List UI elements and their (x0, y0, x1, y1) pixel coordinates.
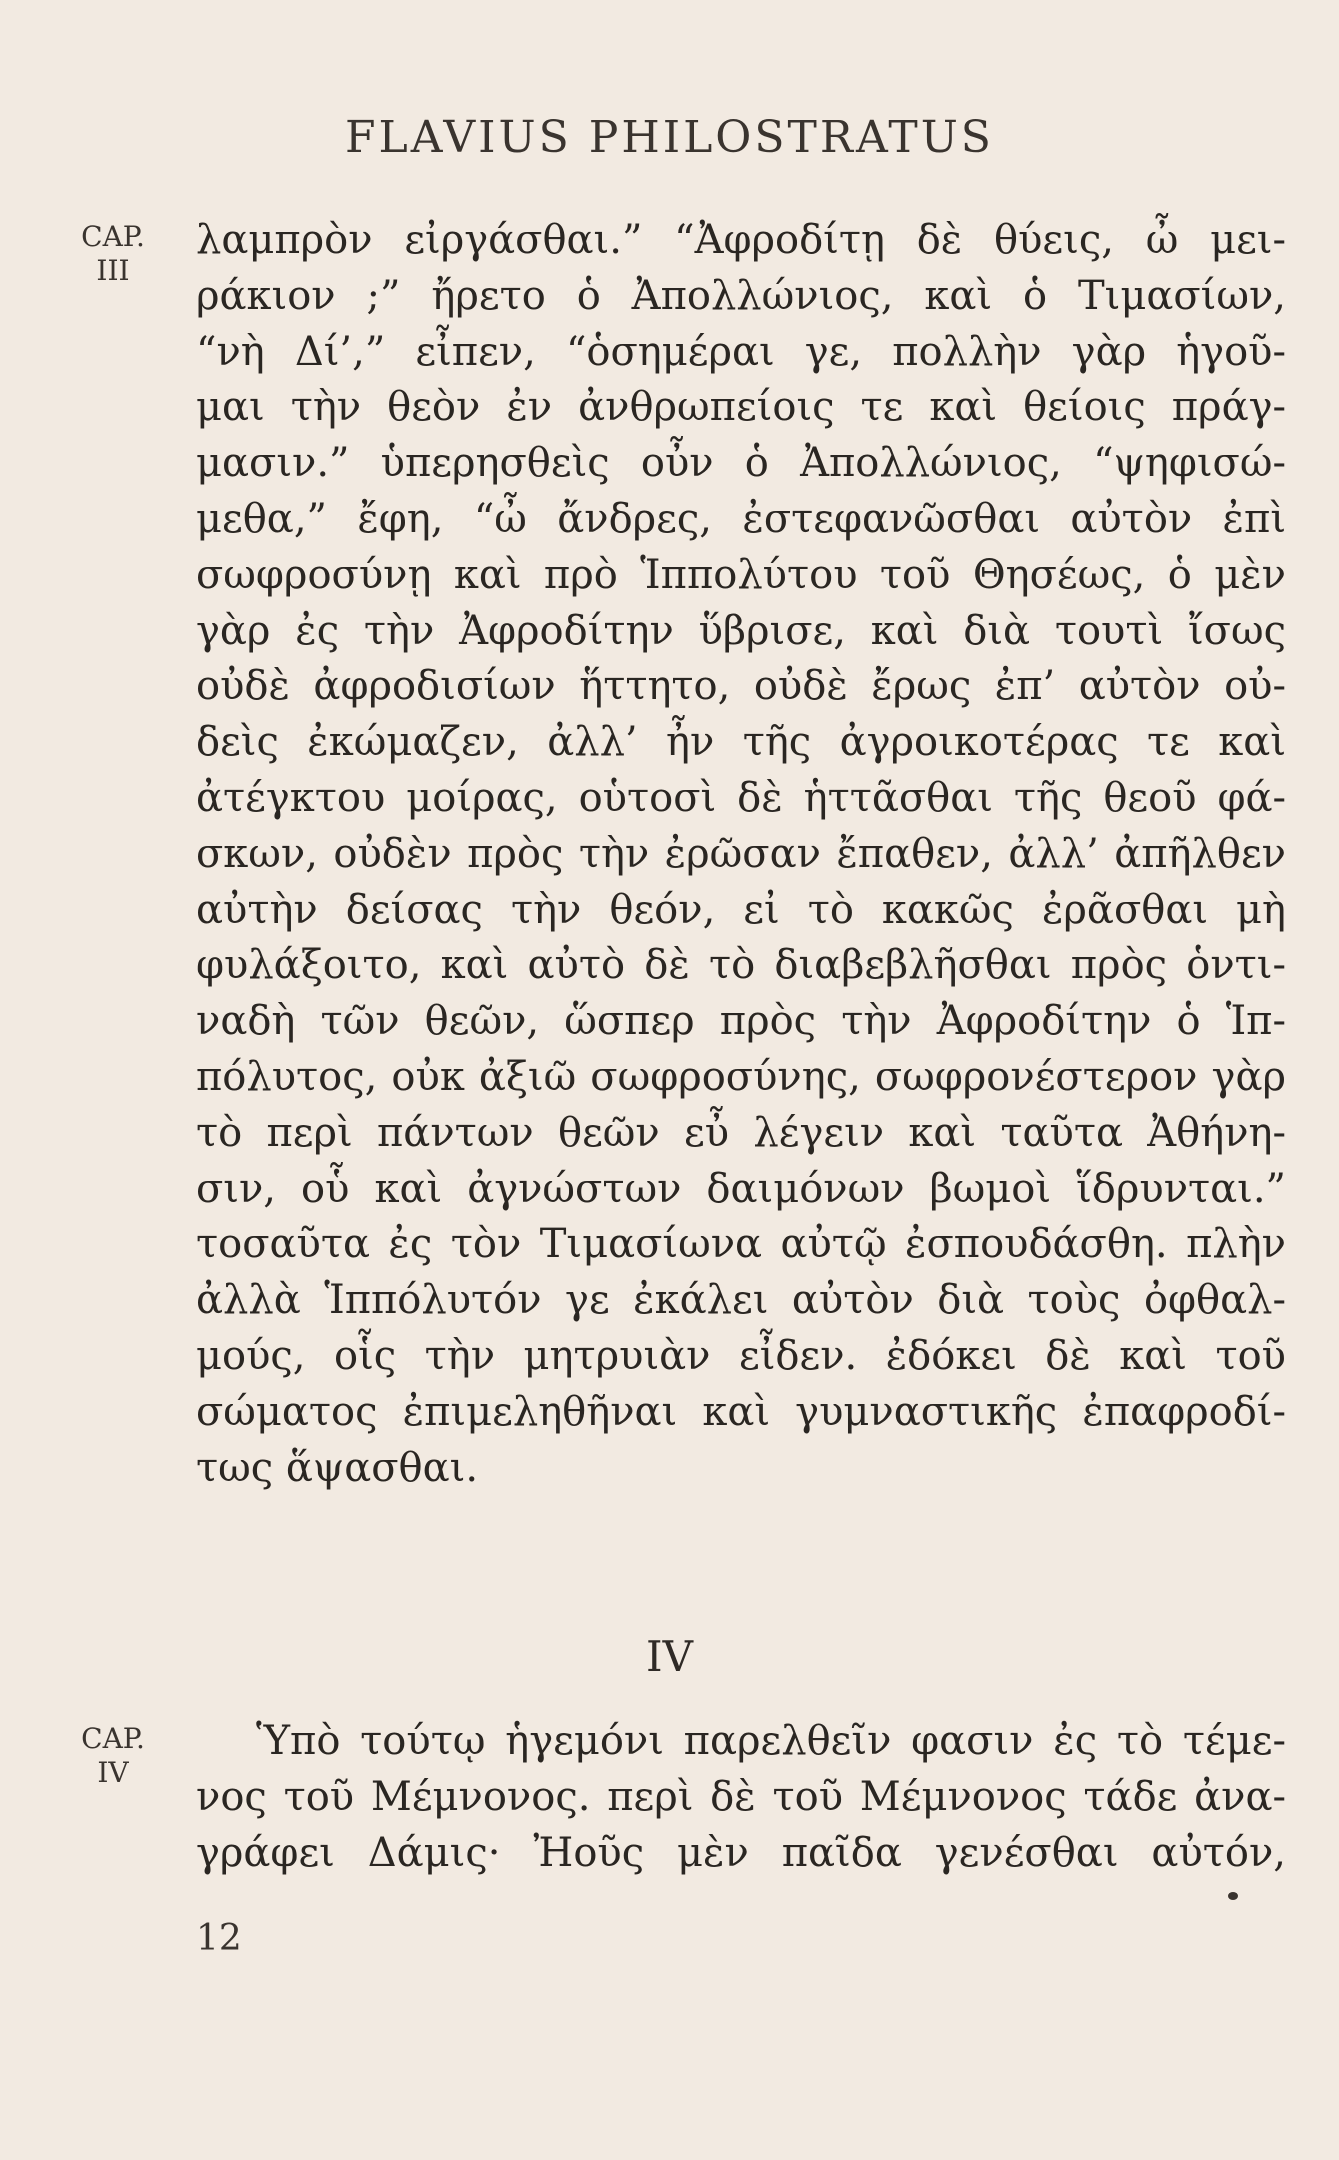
text-line: μαι τὴν θεὸν ἐν ἀνθρωπείοις τε καὶ θείοις πράγ- (196, 384, 1286, 431)
text-line: Ὑπὸ τούτῳ ἡγεμόνι παρελθεῖν φασιν ἐς τὸ τέμε- (256, 1718, 1286, 1764)
text-line: πόλυτος, οὐκ ἀξιῶ σωφροσύνης, σωφρονέστερον γὰρ (196, 1053, 1286, 1100)
margin-note-cap-label: CAP. (81, 1722, 145, 1755)
text-line: σιν, οὗ καὶ ἀγνώστων δαιμόνων βωμοὶ ἵδρυνται.” (196, 1165, 1286, 1212)
text-line: μεθα,” ἔφη, “ὦ ἄνδρες, ἐστεφανῶσθαι αὐτὸν ἐπὶ (196, 495, 1286, 542)
text-line: μασιν.” ὑπερησθεὶς οὖν ὁ Ἀπολλώνιος, “ψηφισώ- (196, 440, 1286, 487)
text-line: σώματος ἐπιμεληθῆναι καὶ γυμναστικῆς ἐπαφροδί- (196, 1388, 1286, 1435)
margin-note-cap-3 (68, 220, 158, 288)
text-line: νος τοῦ Μέμνονος. περὶ δὲ τοῦ Μέμνονος τάδε ἀνα- (196, 1773, 1286, 1820)
margin-note-cap-4 (68, 1722, 158, 1790)
margin-note-cap-number: III (96, 254, 130, 287)
text-line: γράφει Δάμις· Ἠοῦς μὲν παῖδα γενέσθαι αὐτόν, (196, 1829, 1286, 1876)
text-line: αὐτὴν δείσας τὴν θεόν, εἰ τὸ κακῶς ἐρᾶσθαι μὴ (196, 886, 1286, 933)
text-line: τὸ περὶ πάντων θεῶν εὖ λέγειν καὶ ταῦτα Ἀθήνη- (196, 1109, 1286, 1156)
text-line: γὰρ ἐς τὴν Ἀφροδίτην ὕβρισε, καὶ διὰ τουτὶ ἴσως (196, 607, 1286, 654)
text-line: ράκιον ;” ἤρετο ὁ Ἀπολλώνιος, καὶ ὁ Τιμασίων, (196, 272, 1286, 319)
section-heading: IV (646, 1632, 693, 1681)
text-line: σωφροσύνῃ καὶ πρὸ Ἱππολύτου τοῦ Θησέως, ὁ μὲν (196, 551, 1286, 598)
text-line: μούς, οἷς τὴν μητρυιὰν εἶδεν. ἐδόκει δὲ καὶ τοῦ (196, 1332, 1286, 1379)
page-number: 12 (196, 1918, 242, 1959)
text-line: “νὴ Δί’,” εἶπεν, “ὁσημέραι γε, πολλὴν γὰρ ἡγοῦ- (196, 328, 1286, 375)
ink-speck (1228, 1892, 1238, 1900)
text-line: οὐδὲ ἀφροδισίων ἥττητο, οὐδὲ ἔρως ἐπ’ αὐτὸν οὐ- (196, 663, 1286, 710)
text-line: σκων, οὐδὲν πρὸς τὴν ἐρῶσαν ἔπαθεν, ἀλλ’ ἀπῆλθεν (196, 830, 1286, 877)
text-line: λαμπρὸν εἰργάσθαι.” “Ἀφροδίτῃ δὲ θύεις, ὦ μει- (196, 217, 1286, 263)
chapter-4-text (196, 1714, 1286, 1881)
text-line: ἀτέγκτου μοίρας, οὑτοσὶ δὲ ἡττᾶσθαι τῆς θεοῦ φά- (196, 774, 1286, 821)
text-line: φυλάξοιτο, καὶ αὐτὸ δὲ τὸ διαβεβλῆσθαι πρὸς ὁντι- (196, 942, 1286, 989)
margin-note-cap-label: CAP. (81, 220, 145, 253)
text-line: δεὶς ἐκώμαζεν, ἀλλ’ ἦν τῆς ἀγροικοτέρας τε καὶ (196, 719, 1286, 766)
chapter-3-text (196, 213, 1286, 1496)
running-head: FLAVIUS PHILOSTRATUS (345, 112, 994, 163)
text-line: τως ἅψασθαι. (196, 1444, 479, 1491)
text-line: ναδὴ τῶν θεῶν, ὥσπερ πρὸς τὴν Ἀφροδίτην ὁ Ἱπ- (196, 998, 1286, 1045)
text-line: τοσαῦτα ἐς τὸν Τιμασίωνα αὐτῷ ἐσπουδάσθη. πλὴν (196, 1221, 1286, 1268)
text-line: ἀλλὰ Ἱππόλυτόν γε ἐκάλει αὐτὸν διὰ τοὺς ὀφθαλ- (196, 1277, 1286, 1324)
margin-note-cap-number: IV (97, 1756, 129, 1789)
